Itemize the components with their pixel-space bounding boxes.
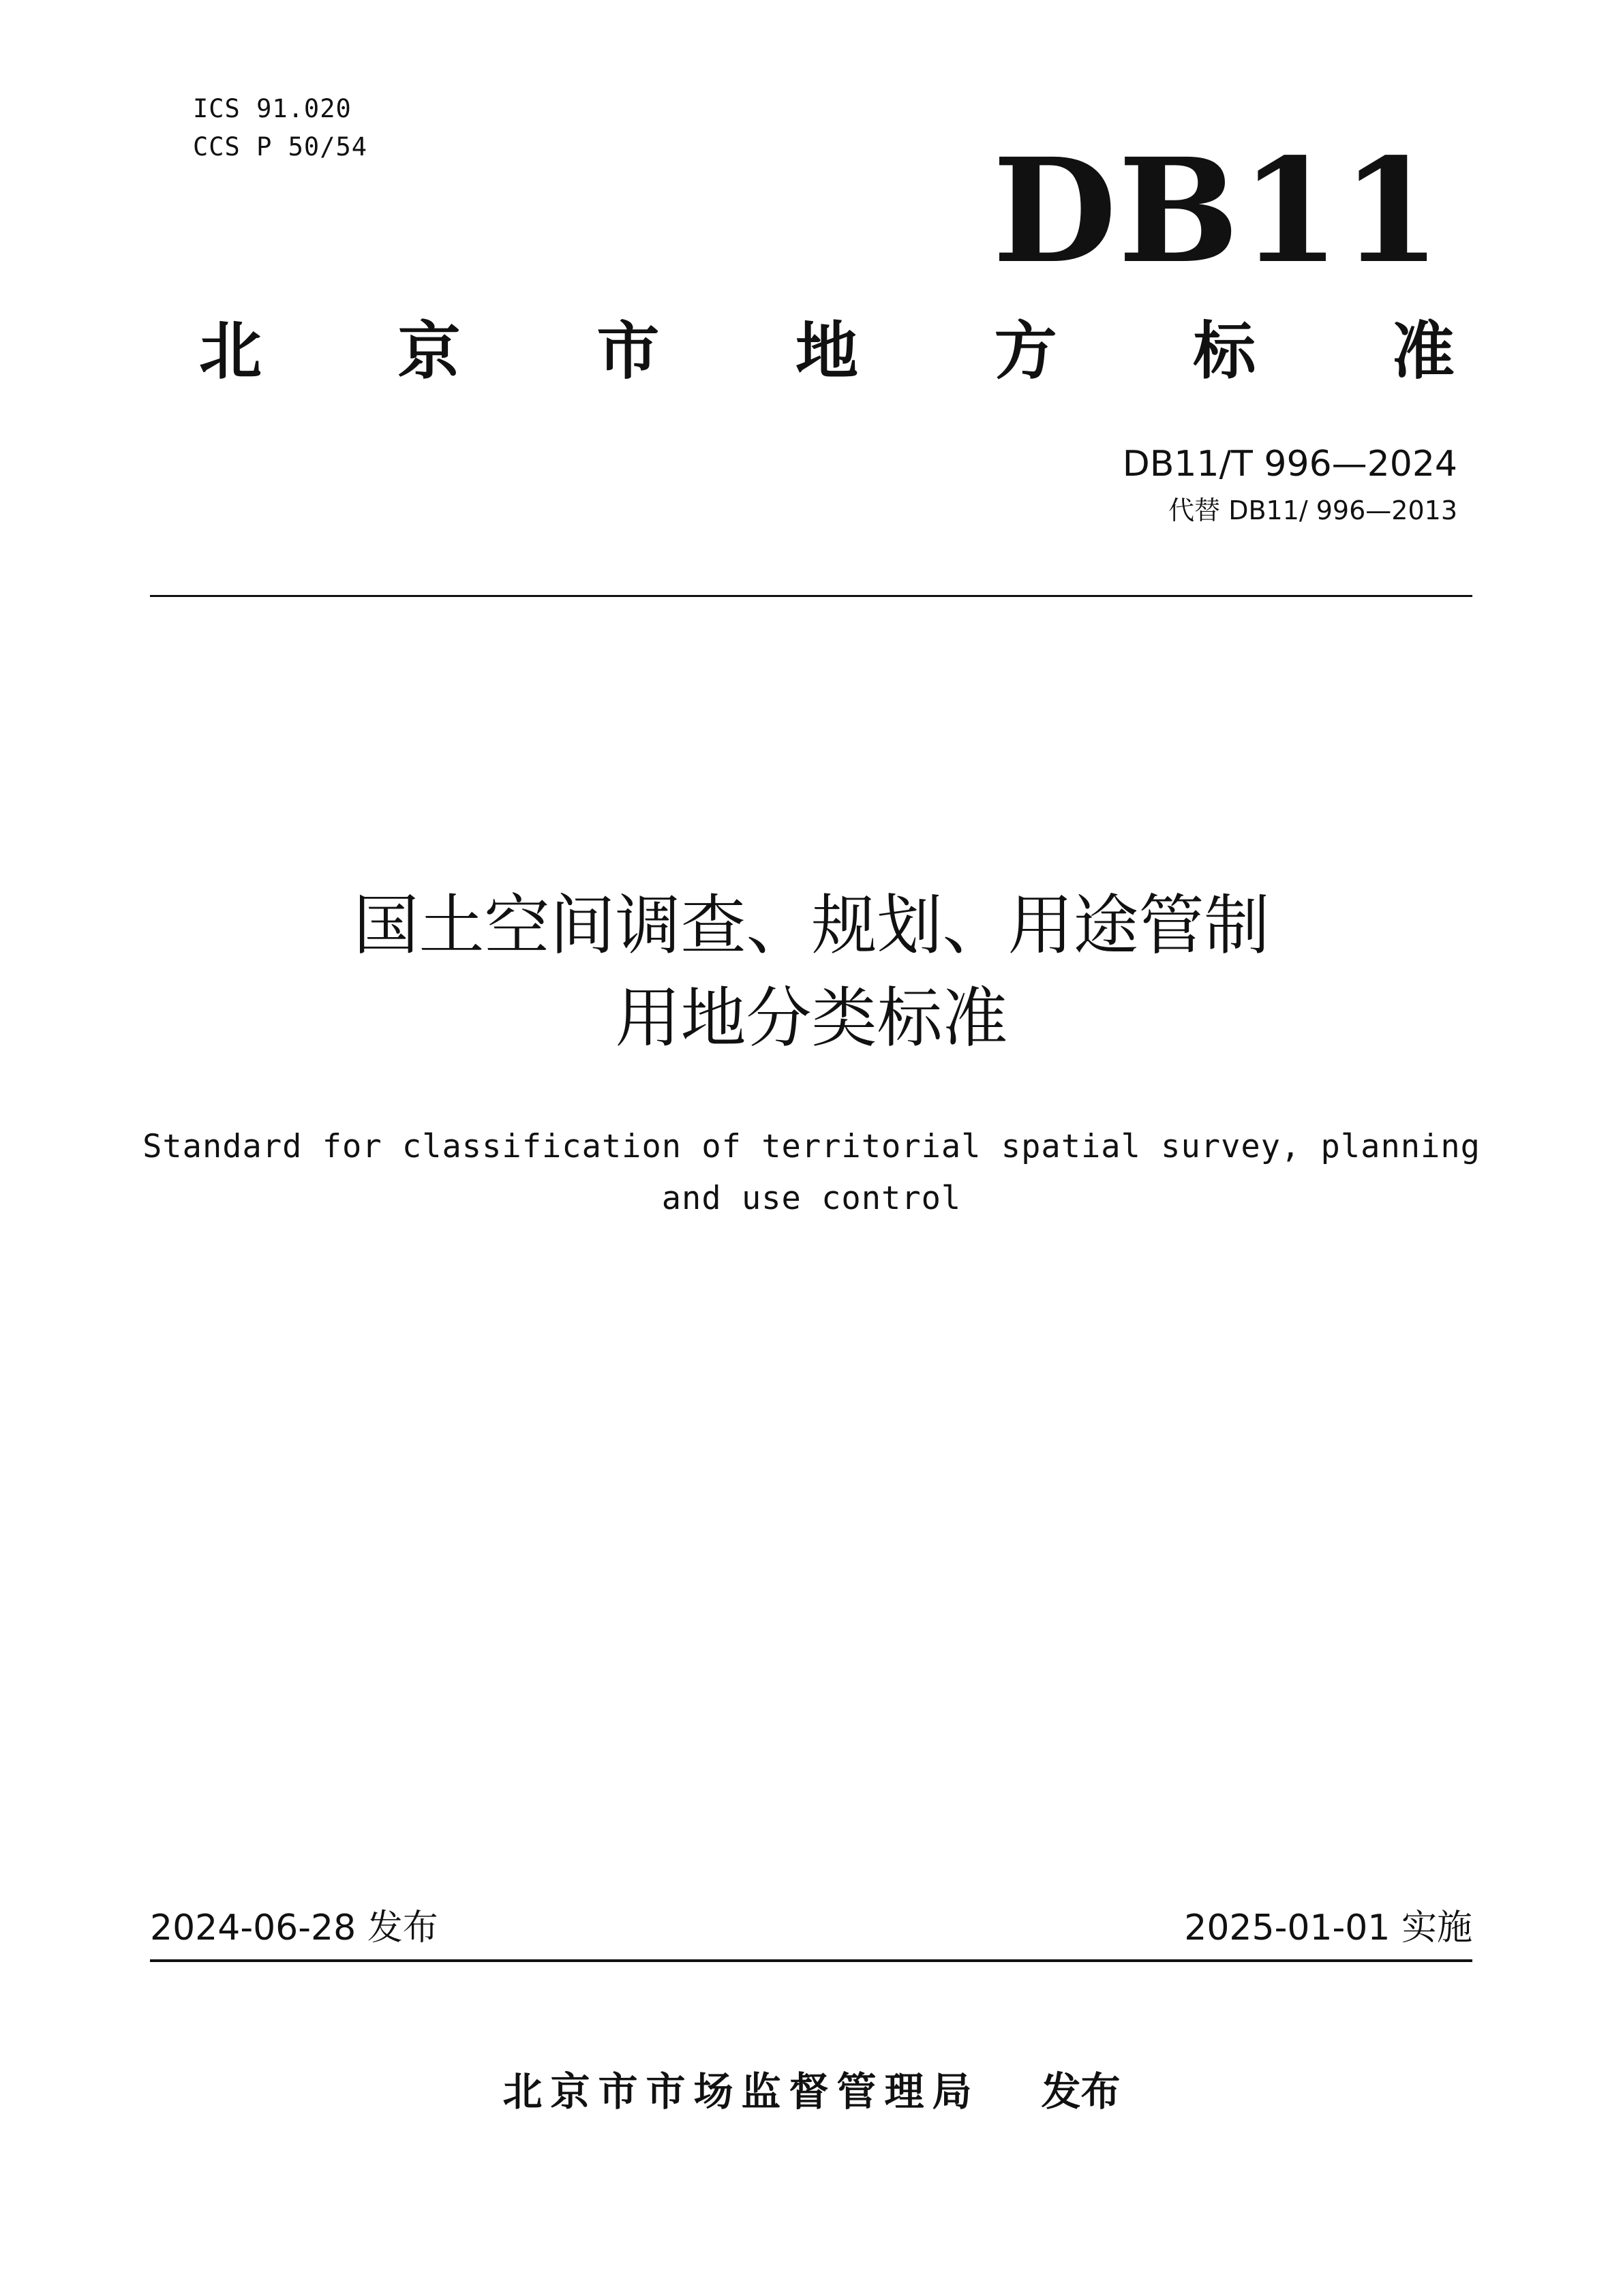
standard-type-char: 方 bbox=[994, 315, 1057, 388]
standard-type-char: 市 bbox=[596, 315, 660, 388]
title-chinese-line-1: 国土空间调查、规划、用途管制 bbox=[353, 887, 1270, 964]
standard-number: DB11/T 996—2024 bbox=[1122, 444, 1457, 485]
db-mark: DB11 bbox=[992, 127, 1442, 295]
title-english bbox=[136, 1121, 1487, 1225]
publisher-line bbox=[136, 2068, 1487, 2115]
standard-type-char: 地 bbox=[795, 315, 858, 388]
implementation-date: 2025-01-01 实施 bbox=[1184, 1908, 1472, 1948]
title-english-line-2: and use control bbox=[661, 1180, 962, 1217]
issue-date: 2024-06-28 发布 bbox=[150, 1908, 438, 1948]
standard-type-heading bbox=[199, 315, 1455, 388]
publisher-action: 发布 bbox=[1041, 2068, 1121, 2115]
header-divider bbox=[150, 595, 1472, 597]
publisher-organization: 北京市市场监督管理局 bbox=[502, 2068, 980, 2115]
footer-divider bbox=[150, 1959, 1472, 1962]
standard-type-char: 标 bbox=[1193, 315, 1256, 388]
classification-codes bbox=[193, 90, 367, 166]
title-chinese-line-2: 用地分类标准 bbox=[615, 980, 1008, 1056]
title-chinese bbox=[136, 879, 1487, 1065]
ics-code: ICS 91.020 bbox=[193, 94, 352, 123]
replaces-standard: 代替 DB11/ 996—2013 bbox=[1168, 495, 1457, 525]
title-english-line-1: Standard for classification of territorial spatial survey, planning bbox=[142, 1128, 1481, 1165]
ccs-code: CCS P 50/54 bbox=[193, 132, 368, 162]
standard-type-char: 京 bbox=[397, 315, 461, 388]
standard-type-char: 准 bbox=[1391, 315, 1455, 388]
standard-type-char: 北 bbox=[199, 315, 262, 388]
